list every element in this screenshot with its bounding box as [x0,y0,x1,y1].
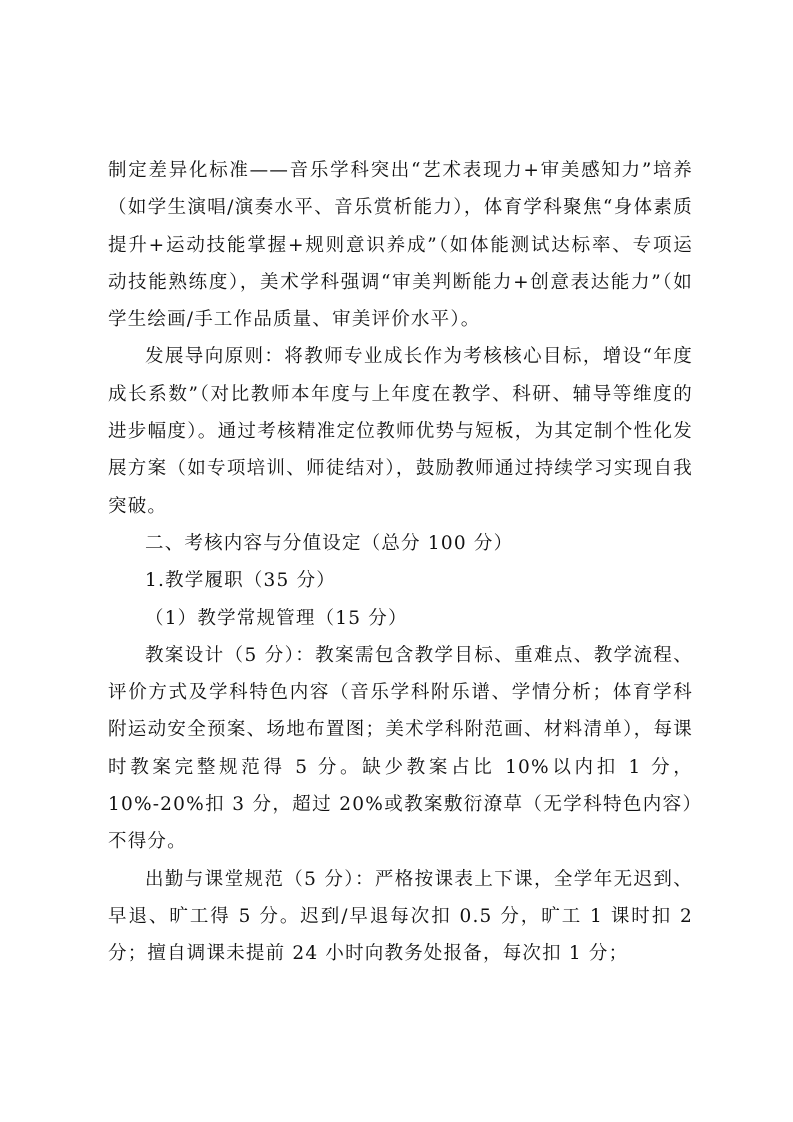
paragraph-lesson-plan: 教案设计（5 分）：教案需包含教学目标、重难点、教学流程、评价方式及学科特色内容（音乐学科附乐谱、学情分析；体育学科附运动安全预案、场地布置图；美术学科附范画、材料清单），每课时教案完整规范得 5 分。缺少教案占比 10%以内扣 1 分，10%-20%扣 3 分，超过 20%或教案敷衍潦草（无学科特色内容）不得分。 [108,644,693,853]
document-body [108,152,693,973]
subheading-teaching-duties: 1.教学履职（35 分） [145,570,336,592]
paragraph-subject-standards: 制定差异化标准——音乐学科突出“艺术表现力+审美感知力”培养（如学生演唱/演奏水平、音乐赏析能力），体育学科聚焦“身体素质提升+运动技能掌握+规则意识养成”（如体能测试达标率、专项运动技能熟练度），美术学科强调“审美判断能力+创意表达能力”（如学生绘画/手工作品质量、审美评价水平）。 [108,160,693,331]
section-heading-assessment-content: 二、考核内容与分值设定（总分 100 分） [145,532,514,554]
subheading-teaching-routine: （1）教学常规管理（15 分） [145,607,408,629]
paragraph-attendance: 出勤与课堂规范（5 分）：严格按课表上下课，全学年无迟到、早退、旷工得 5 分。迟到/早退每次扣 0.5 分，旷工 1 课时扣 2 分；擅自调课未提前 24 小时向教务处报备，每次扣 1 分； [108,868,693,965]
paragraph-development-principle: 发展导向原则：将教师专业成长作为考核核心目标，增设“年度成长系数”（对比教师本年度与上年度在教学、科研、辅导等维度的进步幅度）。通过考核精准定位教师优势与短板，为其定制个性化发展方案（如专项培训、师徒结对），鼓励教师通过持续学习实现自我突破。 [108,346,693,517]
